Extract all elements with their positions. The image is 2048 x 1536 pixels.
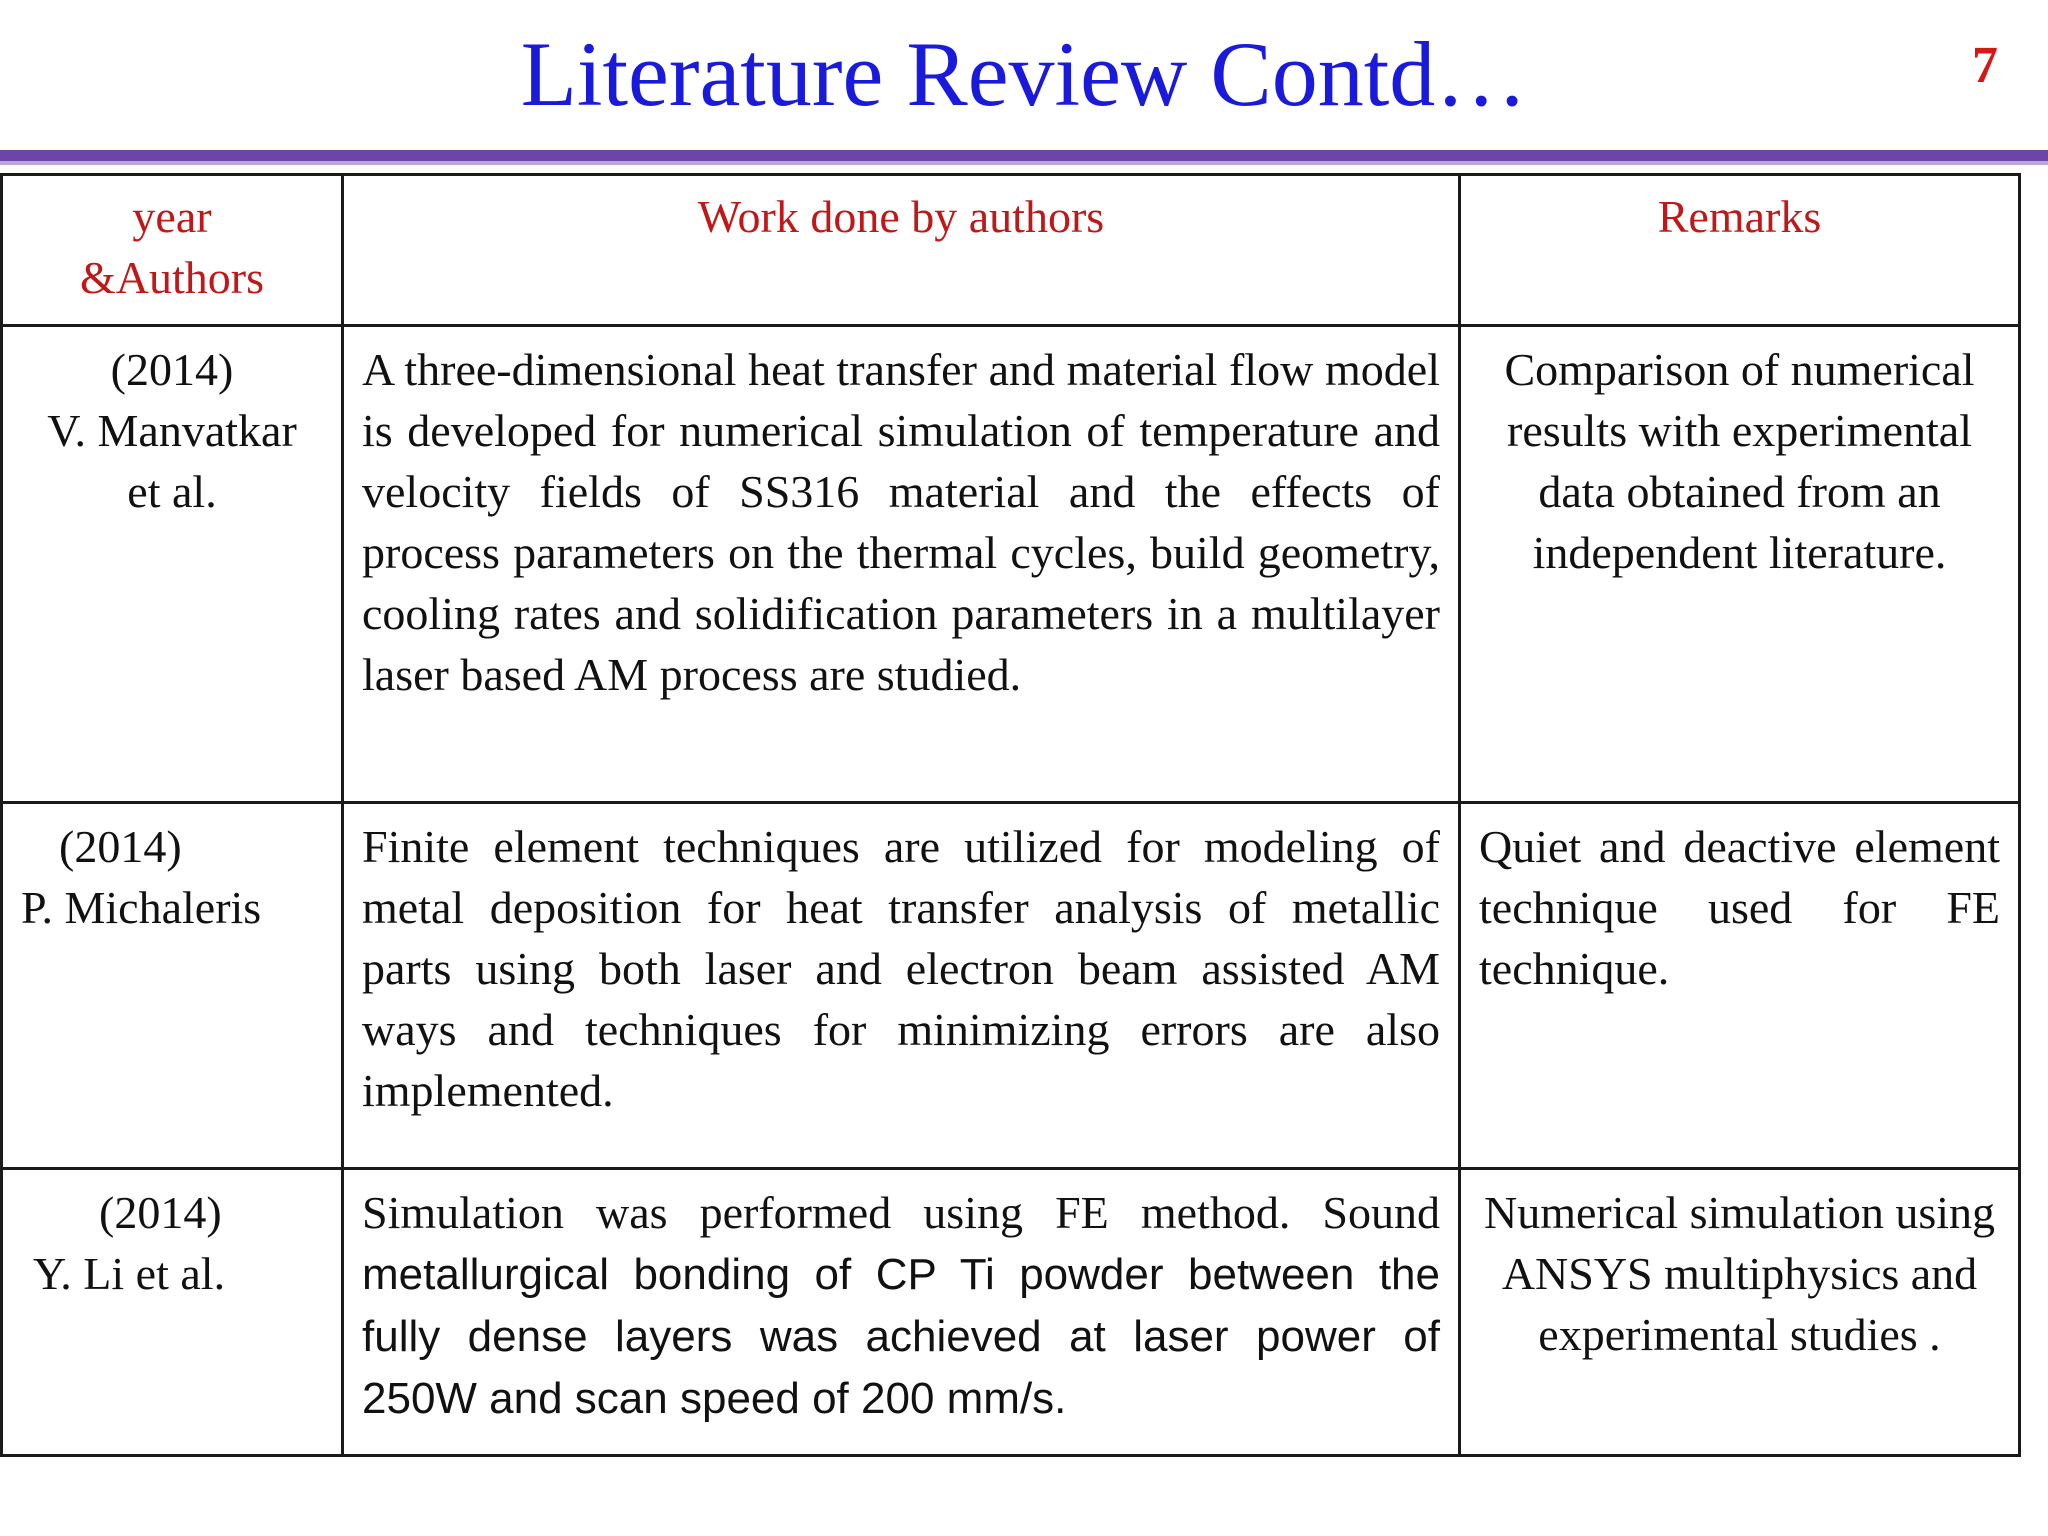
row-work-sans-text: metallurgical bonding of CP Ti powder between the fully dense layers was achieved at laser power of 250W and scan speed of 200 mm/s. bbox=[362, 1250, 1440, 1423]
row-work-cell: Finite element techniques are utilized for modeling of metal deposition for heat transfer analysis of metallic parts using both laser and electron beam assisted AM ways and techniques for minimizing errors are also implemented. bbox=[343, 803, 1460, 1169]
row-year: (2014) bbox=[110, 344, 234, 395]
row-remarks-cell: Numerical simulation using ANSYS multiphysics and experimental studies . bbox=[1460, 1169, 2020, 1456]
row-remarks-cell: Comparison of numerical results with experimental data obtained from an independent literature. bbox=[1460, 326, 2020, 803]
literature-table bbox=[0, 173, 2021, 1457]
table-row bbox=[2, 1169, 2020, 1456]
row-work-serif-text: Simulation was performed using FE method. Sound bbox=[362, 1187, 1440, 1238]
slide-title: Literature Review Contd… bbox=[520, 23, 1528, 125]
row-author-suffix: et al. bbox=[127, 466, 217, 517]
title-divider-shadow bbox=[0, 161, 2048, 165]
header-work-done: Work done by authors bbox=[343, 175, 1460, 326]
row-work-cell: A three-dimensional heat transfer and material flow model is developed for numerical simulation of temperature and velocity fields of SS316 material and the effects of process parameters on the thermal cycles, build geometry, cooling rates and solidification parameters in a multilayer laser based AM process are studied. bbox=[343, 326, 1460, 803]
header-authors: &Authors bbox=[80, 252, 264, 303]
row-author: P. Michaleris bbox=[21, 882, 262, 933]
row-year: (2014) bbox=[99, 1187, 222, 1238]
row-remarks-cell: Quiet and deactive element technique used for FE technique. bbox=[1460, 803, 2020, 1169]
row-authors-cell bbox=[2, 803, 343, 1169]
title-divider bbox=[0, 150, 2048, 161]
table-row bbox=[2, 326, 2020, 803]
row-author: V. Manvatkar bbox=[47, 405, 297, 456]
row-work-cell bbox=[343, 1169, 1460, 1456]
header-year: year bbox=[132, 191, 212, 242]
page-number: 7 bbox=[1972, 37, 1998, 94]
header-year-authors bbox=[2, 175, 343, 326]
table-row bbox=[2, 803, 2020, 1169]
header-remarks: Remarks bbox=[1460, 175, 2020, 326]
table-header-row bbox=[2, 175, 2020, 326]
row-author: Y. Li et al. bbox=[33, 1248, 226, 1299]
row-authors-cell bbox=[2, 1169, 343, 1456]
row-authors-cell bbox=[2, 326, 343, 803]
row-year: (2014) bbox=[59, 821, 182, 872]
